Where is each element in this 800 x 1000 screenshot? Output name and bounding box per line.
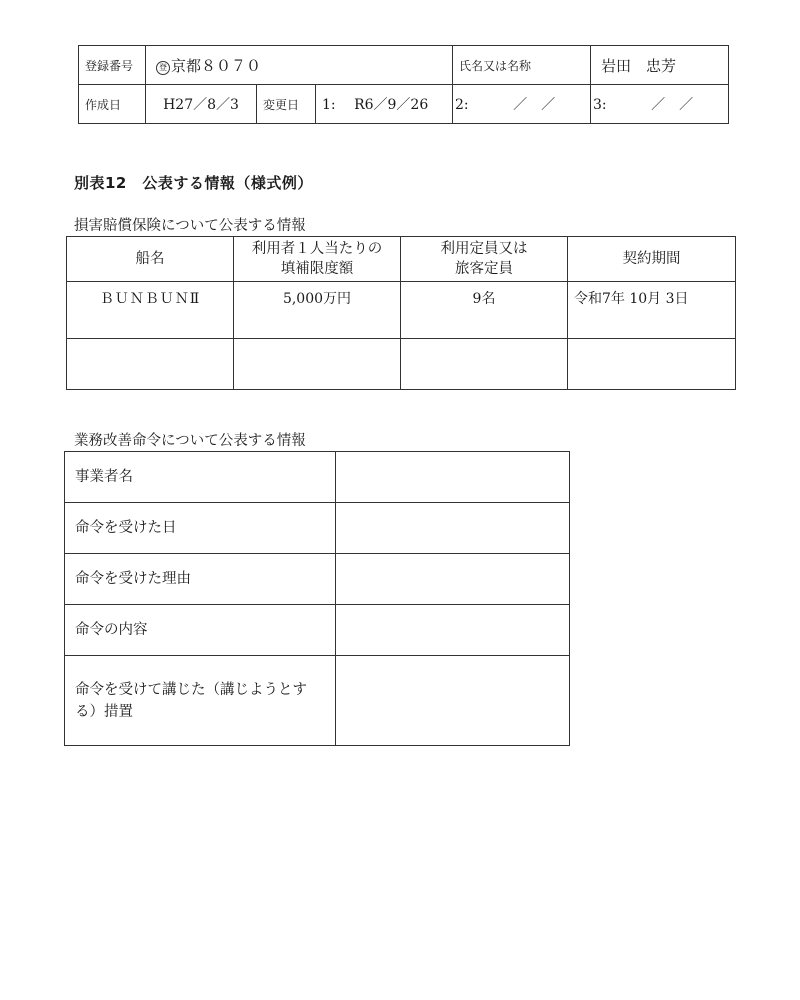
change-3-index: 3: xyxy=(593,97,607,113)
table-row xyxy=(65,554,570,605)
change-1-value: R6／9／26 xyxy=(354,97,429,113)
change-3 xyxy=(591,85,729,124)
page-title: 別表12 公表する情報（様式例） xyxy=(74,174,313,192)
order-table xyxy=(64,451,570,746)
order-value-content xyxy=(336,605,570,656)
order-value-measures xyxy=(336,656,570,746)
insurance-header-limit: 利用者１人当たりの 填補限度額 xyxy=(234,237,401,282)
name-label: 氏名又は名称 xyxy=(453,46,591,85)
order-value-reason xyxy=(336,554,570,605)
table-row xyxy=(65,452,570,503)
change-1 xyxy=(316,85,453,124)
insurance-cell-ship: ＢＵＮＢＵＮⅡ xyxy=(67,282,234,339)
insurance-cell-period xyxy=(568,339,736,390)
insurance-caption: 損害賠償保険について公表する情報 xyxy=(74,218,306,234)
table-row xyxy=(65,605,570,656)
insurance-cell-limit: 5,000万円 xyxy=(234,282,401,339)
order-label-measures: 命令を受けて講じた（講じようとする）措置 xyxy=(65,656,336,746)
insurance-cell-limit xyxy=(234,339,401,390)
insurance-cell-capacity xyxy=(401,339,568,390)
created-label: 作成日 xyxy=(79,85,146,124)
order-caption: 業務改善命令について公表する情報 xyxy=(74,433,306,449)
registration-row-2 xyxy=(79,85,729,124)
changed-label: 変更日 xyxy=(257,85,316,124)
change-2 xyxy=(453,85,591,124)
name-value: 岩田 忠芳 xyxy=(591,46,729,85)
insurance-header-row xyxy=(67,237,736,282)
change-2-index: 2: xyxy=(455,97,469,113)
insurance-cell-period: 令和7年 10月 3日 xyxy=(568,282,736,339)
insurance-header-period: 契約期間 xyxy=(568,237,736,282)
table-row xyxy=(67,339,736,390)
insurance-table xyxy=(66,236,736,390)
reg-no-label: 登録番号 xyxy=(79,46,146,85)
order-value-date xyxy=(336,503,570,554)
reg-no-value-cell xyxy=(146,46,453,85)
order-label-business: 事業者名 xyxy=(65,452,336,503)
registration-row-1 xyxy=(79,46,729,85)
insurance-header-ship: 船名 xyxy=(67,237,234,282)
table-row xyxy=(65,503,570,554)
order-label-content: 命令の内容 xyxy=(65,605,336,656)
change-2-value: ／ ／ xyxy=(513,97,556,113)
table-row xyxy=(65,656,570,746)
change-3-value: ／ ／ xyxy=(651,97,694,113)
order-label-reason: 命令を受けた理由 xyxy=(65,554,336,605)
created-value: H27／8／3 xyxy=(146,85,257,124)
change-1-index: 1: xyxy=(322,97,336,113)
table-row xyxy=(67,282,736,339)
reg-no-value: 京都８０７０ xyxy=(171,56,262,75)
insurance-header-capacity: 利用定員又は 旅客定員 xyxy=(401,237,568,282)
insurance-cell-ship xyxy=(67,339,234,390)
seal-icon: 登 xyxy=(156,61,170,75)
registration-table xyxy=(78,45,729,124)
order-label-date: 命令を受けた日 xyxy=(65,503,336,554)
insurance-cell-capacity: 9名 xyxy=(401,282,568,339)
order-value-business xyxy=(336,452,570,503)
